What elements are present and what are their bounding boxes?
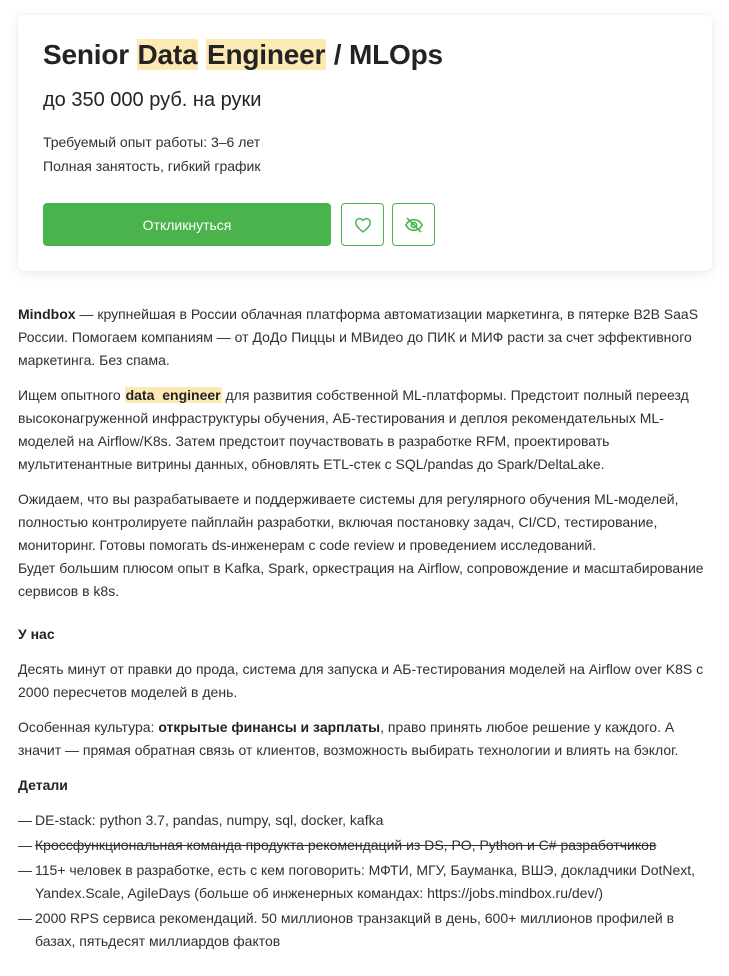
culture-intro: Особенная культура:: [18, 719, 159, 735]
apply-button[interactable]: Откликнуться: [43, 203, 331, 246]
section-heading-us: У нас: [18, 626, 55, 642]
company-name: Mindbox: [18, 306, 76, 322]
section-heading-details: Детали: [18, 777, 68, 793]
description-paragraph-expectations: [18, 488, 712, 603]
heart-icon: [354, 217, 372, 233]
details-list-item: — Кроссфункциональная команда продукта рекомендаций из DS, PO, Python и C# разработчиков: [18, 834, 712, 857]
description-paragraph-company: [18, 303, 712, 372]
vacancy-title: [43, 39, 443, 71]
vacancy-description: [18, 303, 712, 955]
title-highlight-engineer: Engineer: [207, 39, 326, 70]
expectations-text: Ожидаем, что вы разрабатываете и поддерживаете системы для регулярного обучения ML-моделей, полностью контролируете пайплайн разработки, включая постановку задач, CI/CD, тестирование, мониторинг. Готовы помогать ds-инженерам с code review и проведением исследований.: [18, 491, 679, 553]
role-highlight-data: data: [125, 387, 155, 403]
salary: до 350 000 руб. на руки: [43, 89, 262, 111]
vacancy-header-card: [18, 15, 712, 271]
company-description: — крупнейшая в России облачная платформа автоматизации маркетинга, в пятерке B2B SaaS России. Помогаем компаниям — от ДоДо Пиццы и МВидео до ПИК и МИФ расти за счет эффективного маркетинга. Без спама.: [18, 306, 699, 368]
culture-highlight: открытые финансы и зарплаты: [158, 719, 381, 735]
title-highlight-data: Data: [137, 39, 198, 70]
hide-vacancy-button[interactable]: [392, 203, 435, 246]
role-description: для развития собственной ML-платформы. Предстоит полный переезд высоконагруженной инфраструктуры обучения, АБ-тестирования и деплоя рекомендательных ML-моделей на Airflow/K8s. Затем предстоит поучаствовать в разработке RFM, проектировать мультитенантные витрины данных, обновлять ETL-стек с SQL/pandas до Spark/DeltaLake.: [18, 387, 689, 472]
role-highlight-engineer: engineer: [162, 387, 221, 403]
eye-slash-icon: [404, 216, 424, 234]
details-list-item: — 2000 RPS сервиса рекомендаций. 50 миллионов транзакций в день, 600+ миллионов профилей в базах, пятьдесят миллиардов фактов: [18, 907, 712, 953]
us-paragraph-2: [18, 716, 712, 762]
title-space: [198, 39, 206, 70]
details-list-item: — DE-stack: python 3.7, pandas, numpy, sql, docker, kafka: [18, 809, 712, 832]
us-paragraph-1: Десять минут от правки до прода, система для запуска и АБ-тестирования моделей на Airflow over K8S с 2000 пересчетов моделей в день.: [18, 661, 704, 700]
bonus-skills-text: Будет большим плюсом опыт в Kafka, Spark, оркестрация на Airflow, сопровождение и масштабирование сервисов в k8s.: [18, 560, 704, 599]
description-paragraph-role: [18, 384, 712, 476]
culture-text: , право принять любое решение у каждого. А значит — прямая обратная связь от клиентов, возможность выбирать технологии и влиять на бэклог.: [18, 719, 679, 758]
title-text-suffix: / MLOps: [326, 39, 443, 70]
details-list-item: — 115+ человек в разработке, есть с кем поговорить: МФТИ, МГУ, Бауманка, ВШЭ, докладчики DotNext, Yandex.Scale, AgileDays (больше об инженерных командах: https://jobs.mindbox.ru/dev/): [18, 859, 712, 905]
details-list: [18, 809, 712, 953]
employment-type: Полная занятость, гибкий график: [43, 158, 261, 174]
favorite-button[interactable]: [341, 203, 384, 246]
title-text: Senior: [43, 39, 137, 70]
role-intro: Ищем опытного: [18, 387, 125, 403]
experience-required: Требуемый опыт работы: 3–6 лет: [43, 134, 261, 150]
